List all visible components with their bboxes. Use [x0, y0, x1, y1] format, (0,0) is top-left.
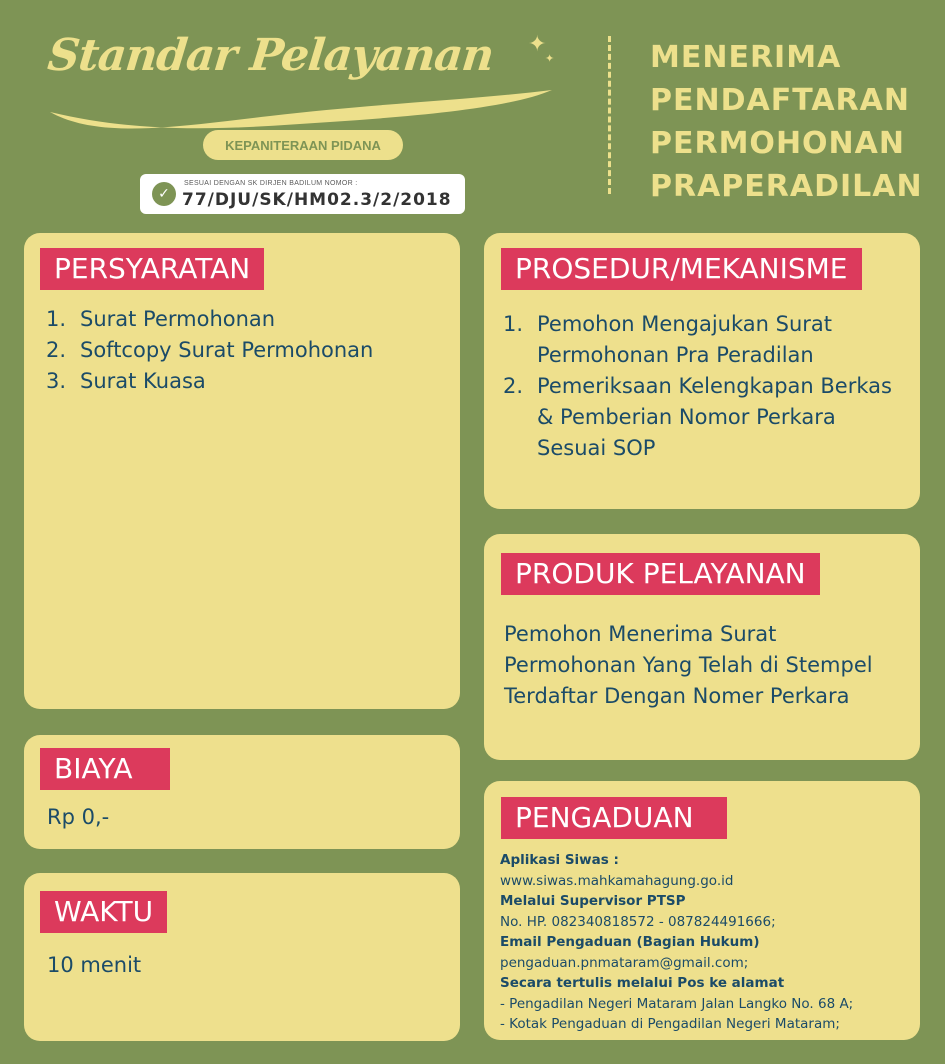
- waktu-label: WAKTU: [40, 891, 167, 933]
- list-item: 2. Pemeriksaan Kelengkapan Berkas & Pemberian Nomor Perkara Sesuai SOP: [503, 374, 892, 460]
- script-title: Standar Pelayanan: [45, 30, 496, 81]
- service-title: [650, 36, 923, 208]
- service-title-line: PERMOHONAN: [650, 126, 905, 161]
- service-title-line: PRAPERADILAN: [650, 169, 923, 204]
- persyaratan-label: PERSYARATAN: [40, 248, 264, 290]
- prosedur-list: [503, 309, 892, 464]
- sk-caption: SESUAI DENGAN SK DIRJEN BADILUM NOMOR :: [184, 180, 358, 187]
- pengaduan-line: Email Pengaduan (Bagian Hukum): [500, 934, 760, 950]
- waktu-value: 10 menit: [47, 953, 142, 977]
- list-item: 1. Surat Permohonan: [46, 307, 276, 331]
- sk-number: 77/DJU/SK/HM02.3/2/2018: [182, 190, 452, 210]
- sparkle-icon: ✦: [528, 32, 547, 57]
- pengaduan-line: No. HP. 082340818572 - 087824491666;: [500, 913, 776, 930]
- unit-badge: KEPANITERAAN PIDANA: [203, 130, 403, 160]
- biaya-label: BIAYA: [40, 748, 170, 790]
- produk-label: PRODUK PELAYANAN: [501, 553, 820, 595]
- prosedur-label: PROSEDUR/MEKANISME: [501, 248, 862, 290]
- pengaduan-details: [500, 850, 853, 1035]
- service-title-line: MENERIMA: [650, 40, 842, 75]
- pengaduan-line: Melalui Supervisor PTSP: [500, 893, 686, 909]
- list-item: 3. Surat Kuasa: [46, 369, 206, 393]
- pengaduan-label: PENGADUAN: [501, 797, 727, 839]
- check-badge-icon: ✓: [152, 182, 176, 206]
- pengaduan-line: - Pengadilan Negeri Mataram Jalan Langko No. 68 A;: [500, 995, 854, 1012]
- sk-reference-box: [140, 174, 465, 214]
- sparkle-icon: ✦: [545, 52, 555, 65]
- produk-text: Pemohon Menerima Surat Permohonan Yang Telah di Stempel Terdaftar Dengan Nomer Perkara: [504, 622, 873, 708]
- header-divider: [608, 36, 611, 194]
- list-item: 1. Pemohon Mengajukan Surat Permohonan Pra Peradilan: [503, 312, 832, 367]
- persyaratan-list: [46, 304, 373, 397]
- pengaduan-line: pengaduan.pnmataram@gmail.com;: [500, 954, 749, 971]
- pengaduan-line: www.siwas.mahkamahagung.go.id: [500, 872, 734, 889]
- service-title-line: PENDAFTARAN: [650, 83, 910, 118]
- pengaduan-line: Secara tertulis melalui Pos ke alamat: [500, 975, 785, 991]
- pengaduan-line: Aplikasi Siwas :: [500, 852, 619, 868]
- pengaduan-line: - Kotak Pengaduan di Pengadilan Negeri Mataram;: [500, 1016, 840, 1032]
- biaya-value: Rp 0,-: [47, 805, 110, 829]
- list-item: 2. Softcopy Surat Permohonan: [46, 338, 374, 362]
